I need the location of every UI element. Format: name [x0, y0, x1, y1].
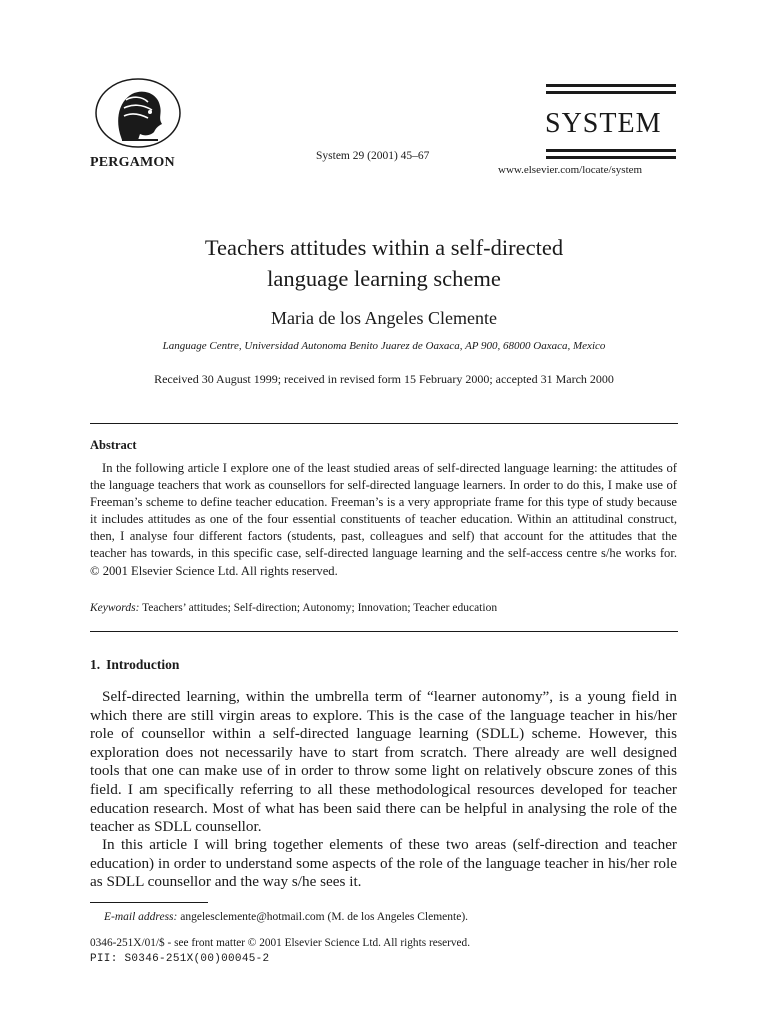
email-footnote	[104, 911, 468, 923]
abstract-text: In the following article I explore one of the least studied areas of self-directed language learning: the attitudes of the language teachers that work as counsellors for self-directed language learners. In order to do this, I make use of Freeman’s scheme to define teacher education. Freeman’s is a very appropriate frame for this type of study because it includes attitudes as one of the four essential constituents of teacher education. Within an attitudinal construct, then, I analyse four different factors (students, past, colleagues and self) that account for the attitudes that the teacher has towards, in this specific case, self-directed language learning and the self-access centre s/he works for. © 2001 Elsevier Science Ltd. All rights reserved.	[90, 461, 677, 578]
article-title	[0, 232, 768, 294]
front-matter-line: 0346-251X/01/$ - see front matter © 2001 Elsevier Science Ltd. All rights reserved.	[90, 937, 471, 949]
abstract-rule-bottom	[90, 631, 678, 632]
footnote-rule	[90, 902, 208, 903]
journal-rule-bottom-1	[546, 149, 676, 152]
author-name: Maria de los Angeles Clemente	[271, 308, 497, 328]
abstract-rule-top	[90, 423, 678, 424]
section-number: 1.	[90, 657, 101, 672]
intro-paragraph-1: Self-directed learning, within the umbrella term of “learner autonomy”, is a young field in which there are still virgin areas to explore. This is the case of the language teacher in his/her role of counsellor within a self-directed language learning (SDLL) scheme. However, this exploration does not necessarily have to start from scratch. There already are well designed tools that one can make use of in order to throw some light on relatively obscure zones of this field. I am specifically referring to all these methodological resources developed for teacher education research. Most of what has been said there can be helpful in analysing the role of the teacher as SDLL counsellor.	[90, 688, 677, 836]
section-heading	[90, 657, 179, 673]
pii-line: PII: S0346-251X(00)00045-2	[90, 953, 270, 965]
title-line-2: language learning scheme	[267, 266, 501, 291]
journal-rule-bottom-2	[546, 156, 676, 159]
citation: System 29 (2001) 45–67	[316, 150, 430, 162]
section-title: Introduction	[106, 657, 180, 672]
author-affiliation: Language Centre, Universidad Autonoma Benito Juarez de Oaxaca, AP 900, 68000 Oaxaca, Mexico	[162, 340, 606, 352]
intro-paragraph-2: In this article I will bring together elements of these two areas (self-direction and teacher education) in order to understand some aspects of the role of the language teacher in his/her role as SDLL counsellor and the way s/he sees it.	[90, 836, 677, 891]
article-dates: Received 30 August 1999; received in revised form 15 February 2000; accepted 31 March 2000	[154, 372, 614, 386]
journal-url[interactable]: www.elsevier.com/locate/system	[498, 164, 643, 176]
journal-rule-top-2	[546, 91, 676, 94]
email-text: angelesclemente@hotmail.com (M. de los Angeles Clemente).	[180, 911, 469, 923]
title-line-1: Teachers attitudes within a self-directed	[204, 235, 564, 260]
publisher-name: PERGAMON	[90, 155, 175, 170]
keywords-label: Keywords:	[90, 602, 140, 614]
elsevier-tree-logo-icon	[92, 76, 184, 150]
email-label: E-mail address:	[104, 911, 178, 923]
keywords	[90, 602, 677, 614]
journal-title: SYSTEM	[545, 108, 662, 139]
keywords-list: Teachers’ attitudes; Self-direction; Autonomy; Innovation; Teacher education	[142, 602, 498, 614]
journal-rule-top-1	[546, 84, 676, 87]
abstract-heading: Abstract	[90, 438, 137, 452]
